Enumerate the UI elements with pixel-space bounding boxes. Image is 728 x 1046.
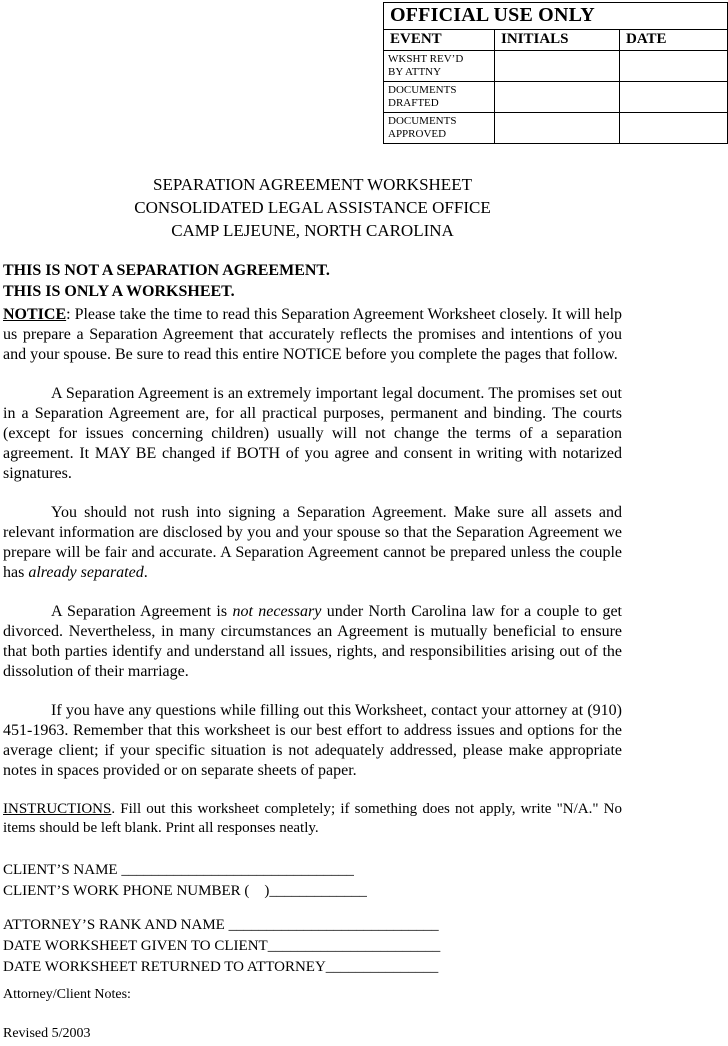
warning-line-2: THIS IS ONLY A WORKSHEET. — [3, 283, 235, 300]
initials-cell-empty — [495, 51, 620, 82]
client-phone-field: CLIENT’S WORK PHONE NUMBER ( )_____________ — [3, 883, 367, 899]
column-header-initials: INITIALS — [495, 30, 620, 51]
official-use-table — [383, 2, 728, 144]
table-row — [384, 82, 728, 113]
title-line-2: CONSOLIDATED LEGAL ASSISTANCE OFFICE — [134, 198, 491, 217]
notice-paragraph: NOTICE: Please take the time to read this Separation Agreement Worksheet closely. It will help us prepare a Separation Agreement that accurately reflects the promises and intentions of you and your spouse. Be sure to read this entire NOTICE before you complete the pages that follow. — [3, 306, 623, 363]
warning-heading — [3, 260, 622, 302]
attorney-name-field: ATTORNEY’S RANK AND NAME ____________________________ — [3, 917, 439, 933]
date-cell-empty — [620, 82, 728, 113]
instructions-paragraph: INSTRUCTIONS. Fill out this worksheet completely; if something does not apply, write "N/A." No items should be left blank. Print all responses neatly. — [3, 801, 622, 836]
client-name-field: CLIENT’S NAME _______________________________ — [3, 862, 354, 878]
event-label: WKSHT REV’D BY ATTNY — [384, 51, 495, 82]
event-label: DOCUMENTS APPROVED — [384, 113, 495, 144]
paragraph-1: A Separation Agreement is an extremely important legal document. The promises set out in a Separation Agreement are, for all practical purposes, permanent and binding. The courts (except for issues concerning children) usually will not change the terms of a separation agreement. It MAY BE changed if BOTH of you agree and consent in writing with notarized signatures. — [3, 385, 622, 482]
revision-footer: Revised 5/2003 — [3, 1026, 91, 1041]
date-returned-field: DATE WORKSHEET RETURNED TO ATTORNEY_______________ — [3, 959, 439, 975]
initials-cell-empty — [495, 113, 620, 144]
fill-in-fields — [3, 860, 622, 978]
table-row — [384, 51, 728, 82]
column-header-date: DATE — [620, 30, 728, 51]
paragraph-2: You should not rush into signing a Separation Agreement. Make sure all assets and relevant information are disclosed by you and your spouse so that the Separation Agreement we prepare will be fair and accurate. A Separation Agreement cannot be prepared unless the couple has already separated. — [3, 504, 622, 581]
notes-label: Attorney/Client Notes: — [3, 987, 131, 1002]
date-cell-empty — [620, 113, 728, 144]
column-header-event: EVENT — [384, 30, 495, 51]
date-given-field: DATE WORKSHEET GIVEN TO CLIENT_______________________ — [3, 938, 441, 954]
warning-line-1: THIS IS NOT A SEPARATION AGREEMENT. — [3, 262, 330, 279]
initials-cell-empty — [495, 82, 620, 113]
notice-label: NOTICE — [3, 306, 67, 323]
official-use-title: OFFICIAL USE ONLY — [384, 3, 728, 30]
event-label: DOCUMENTS DRAFTED — [384, 82, 495, 113]
date-cell-empty — [620, 51, 728, 82]
title-line-1: SEPARATION AGREEMENT WORKSHEET — [153, 175, 472, 194]
document-title — [3, 173, 622, 242]
instructions-label: INSTRUCTIONS — [3, 801, 112, 817]
paragraph-3: A Separation Agreement is not necessary under North Carolina law for a couple to get divorced. Nevertheless, in many circumstances an Agreement is mutually beneficial to ensure that both parties identify and understand all issues, rights, and responsibilities arising out of the dissolution of their marriage. — [3, 603, 622, 680]
title-line-3: CAMP LEJEUNE, NORTH CAROLINA — [171, 221, 454, 240]
paragraph-4: If you have any questions while filling out this Worksheet, contact your attorney at (910) 451-1963. Remember that this worksheet is our best effort to address issues and options for the average client; if your specific situation is not adequately addressed, please make appropriate notes in spaces provided or on separate sheets of paper. — [3, 702, 622, 779]
official-use-header-row — [384, 30, 728, 51]
table-row — [384, 113, 728, 144]
